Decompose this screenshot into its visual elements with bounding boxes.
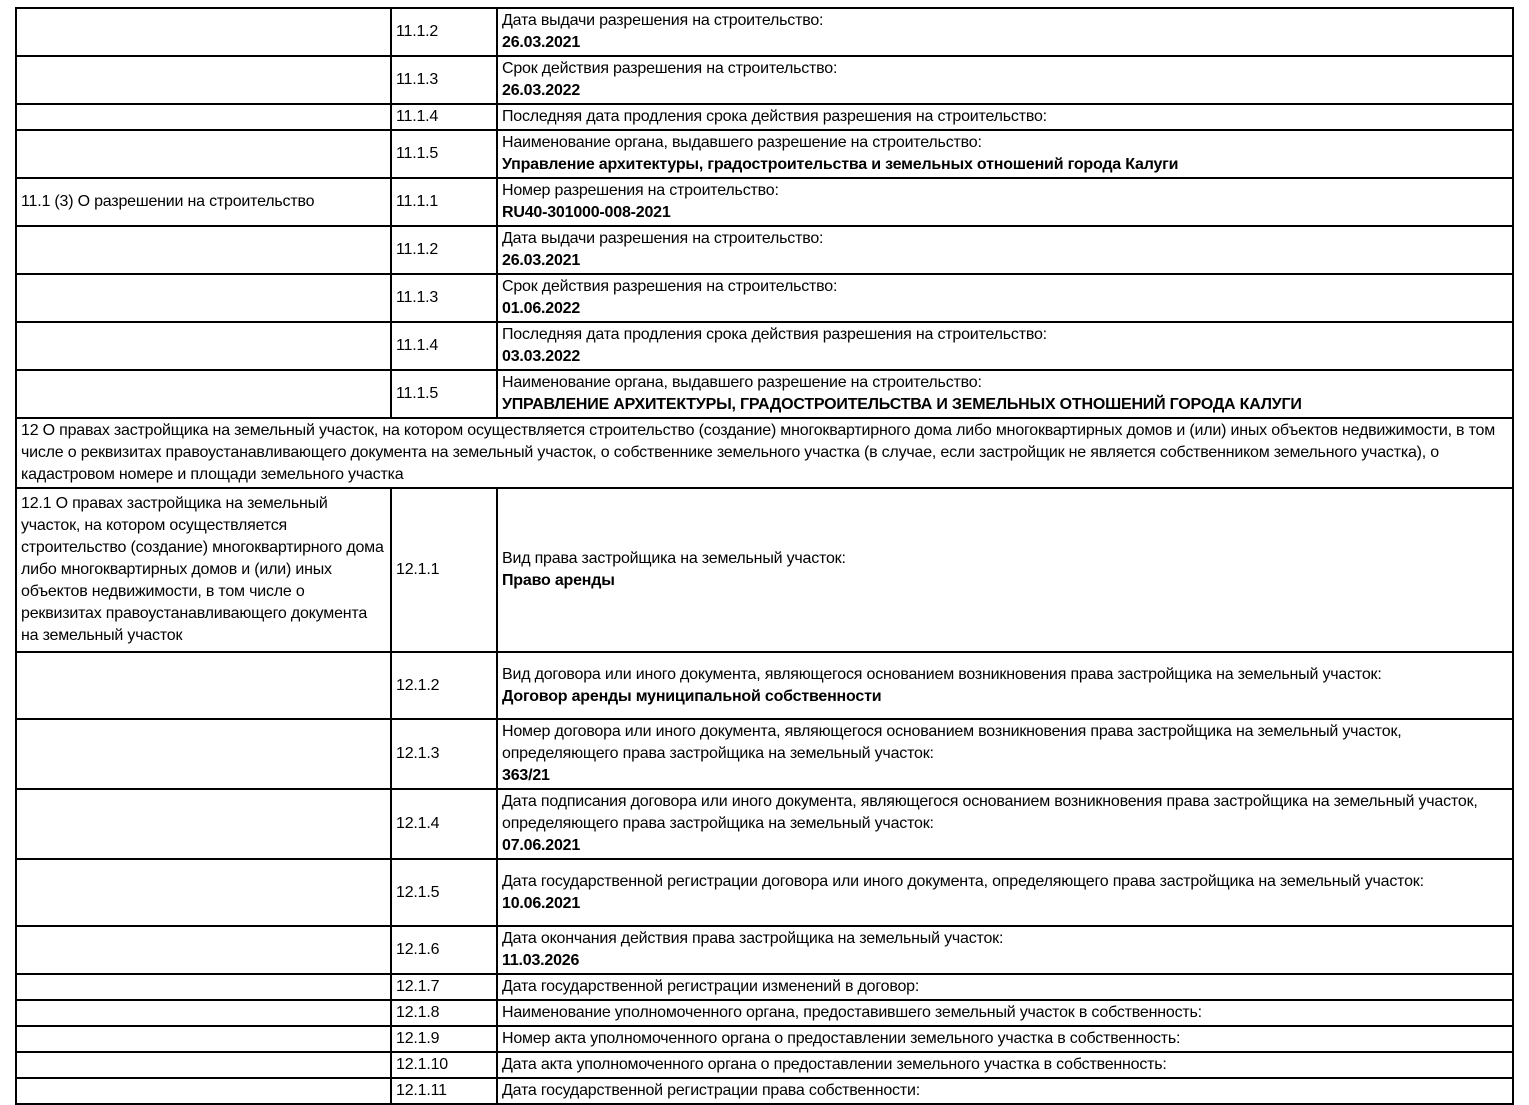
- field-value: 26.03.2022: [502, 82, 581, 99]
- content-cell: [497, 789, 1513, 859]
- field-label: Номер акта уполномоченного органа о предоставлении земельного участка в собственность:: [502, 1030, 1181, 1047]
- section-header-row: [16, 418, 1513, 488]
- content-cell: [497, 926, 1513, 974]
- table-row: [16, 719, 1513, 789]
- table-row: [16, 178, 1513, 226]
- field-label: Последняя дата продления срока действия разрешения на строительство:: [502, 326, 1047, 343]
- code-cell: 12.1.9: [391, 1026, 497, 1052]
- content-cell: [497, 178, 1513, 226]
- code-cell: 12.1.11: [391, 1078, 497, 1104]
- field-value: 26.03.2021: [502, 252, 581, 269]
- field-value: 07.06.2021: [502, 837, 581, 854]
- code-cell: 11.1.1: [391, 178, 497, 226]
- content-cell: [497, 1078, 1513, 1104]
- code-cell: 12.1.8: [391, 1000, 497, 1026]
- section-cell: [16, 926, 391, 974]
- table-row: [16, 859, 1513, 926]
- content-cell: [497, 370, 1513, 418]
- content-cell: [497, 130, 1513, 178]
- field-label: Наименование уполномоченного органа, предоставившего земельный участок в собственность:: [502, 1004, 1202, 1021]
- code-cell: 11.1.5: [391, 370, 497, 418]
- code-cell: 11.1.2: [391, 226, 497, 274]
- code-cell: 11.1.4: [391, 104, 497, 130]
- section-cell: [16, 1000, 391, 1026]
- field-label: Дата акта уполномоченного органа о предоставлении земельного участка в собственность:: [502, 1056, 1167, 1073]
- field-label: Номер разрешения на строительство:: [502, 182, 779, 199]
- content-cell: [497, 226, 1513, 274]
- section-cell: [16, 789, 391, 859]
- field-label: Последняя дата продления срока действия разрешения на строительство:: [502, 108, 1047, 125]
- code-cell: 12.1.3: [391, 719, 497, 789]
- table-row: [16, 8, 1513, 56]
- field-label: Срок действия разрешения на строительство:: [502, 60, 838, 77]
- field-label: Номер договора или иного документа, являющегося основанием возникновения права застройщика на земельный участок, определяющего права застройщика на земельный участок:: [502, 723, 1402, 762]
- section-cell: [16, 859, 391, 926]
- code-cell: 12.1.5: [391, 859, 497, 926]
- section-cell: [16, 322, 391, 370]
- field-value: 03.03.2022: [502, 348, 581, 365]
- table-row: [16, 130, 1513, 178]
- content-cell: [497, 488, 1513, 652]
- section-cell: [16, 974, 391, 1000]
- code-cell: 12.1.1: [391, 488, 497, 652]
- section-cell: [16, 370, 391, 418]
- section-cell: [16, 8, 391, 56]
- table-row: [16, 488, 1513, 652]
- section-cell: [16, 274, 391, 322]
- section-cell: [16, 104, 391, 130]
- field-label: Дата государственной регистрации права собственности:: [502, 1082, 920, 1099]
- content-cell: [497, 652, 1513, 719]
- field-value: УПРАВЛЕНИЕ АРХИТЕКТУРЫ, ГРАДОСТРОИТЕЛЬСТВА И ЗЕМЕЛЬНЫХ ОТНОШЕНИЙ ГОРОДА КАЛУГИ: [502, 396, 1302, 413]
- field-label: Дата подписания договора или иного документа, являющегося основанием возникновения права застройщика на земельный участок, определяющего права застройщика на земельный участок:: [502, 793, 1478, 832]
- field-value: 11.03.2026: [502, 952, 580, 969]
- field-value: Управление архитектуры, градостроительства и земельных отношений города Калуги: [502, 156, 1179, 173]
- declaration-table: [15, 7, 1514, 1105]
- field-value: Право аренды: [502, 572, 615, 589]
- table-row: [16, 1026, 1513, 1052]
- field-label: Дата государственной регистрации договора или иного документа, определяющего права застройщика на земельный участок:: [502, 872, 1424, 890]
- field-label: Срок действия разрешения на строительство:: [502, 278, 838, 295]
- section-cell: [16, 130, 391, 178]
- code-cell: 11.1.3: [391, 274, 497, 322]
- code-cell: 11.1.3: [391, 56, 497, 104]
- field-value: 01.06.2022: [502, 300, 581, 317]
- field-label: Вид договора или иного документа, являющегося основанием возникновения права застройщика на земельный участок:: [502, 665, 1382, 683]
- code-cell: 12.1.2: [391, 652, 497, 719]
- content-cell: [497, 56, 1513, 104]
- field-label: Дата окончания действия права застройщика на земельный участок:: [502, 930, 1004, 947]
- field-value: 10.06.2021: [502, 894, 581, 912]
- code-cell: 11.1.2: [391, 8, 497, 56]
- field-value: RU40-301000-008-2021: [502, 204, 671, 221]
- content-cell: [497, 859, 1513, 926]
- field-value: 363/21: [502, 767, 550, 784]
- content-cell: [497, 1052, 1513, 1078]
- content-cell: [497, 974, 1513, 1000]
- table-row: [16, 104, 1513, 130]
- table-row: [16, 274, 1513, 322]
- table-row: [16, 56, 1513, 104]
- table-row: [16, 789, 1513, 859]
- section-cell: [16, 1026, 391, 1052]
- content-cell: [497, 719, 1513, 789]
- code-cell: 11.1.4: [391, 322, 497, 370]
- field-label: Наименование органа, выдавшего разрешение на строительство:: [502, 374, 982, 391]
- table-row: [16, 226, 1513, 274]
- section-cell: 12.1 О правах застройщика на земельный участок, на котором осуществляется строительство (создание) многоквартирного дома либо многоквартирных домов и (или) иных объектов недвижимости, в том числе о реквизитах правоустанавливающего документа на земельный участок: [16, 488, 391, 652]
- field-label: Дата выдачи разрешения на строительство:: [502, 230, 824, 247]
- content-cell: [497, 322, 1513, 370]
- code-cell: 12.1.10: [391, 1052, 497, 1078]
- section-cell: [16, 1078, 391, 1104]
- content-cell: [497, 8, 1513, 56]
- section-cell: [16, 226, 391, 274]
- code-cell: 12.1.4: [391, 789, 497, 859]
- code-cell: 11.1.5: [391, 130, 497, 178]
- code-cell: 12.1.6: [391, 926, 497, 974]
- table-row: [16, 974, 1513, 1000]
- section-cell: [16, 652, 391, 719]
- section-12-header: 12 О правах застройщика на земельный участок, на котором осуществляется строительство (создание) многоквартирного дома либо многоквартирных домов и (или) иных объектов недвижимости, в том числе о реквизитах правоустанавливающего документа на земельный участок, о собственнике земельного участка (в случае, если застройщик не является собственником земельного участка), о кадастровом номере и площади земельного участка: [16, 418, 1513, 488]
- table-row: [16, 1052, 1513, 1078]
- section-cell: [16, 56, 391, 104]
- content-cell: [497, 104, 1513, 130]
- code-cell: 12.1.7: [391, 974, 497, 1000]
- table-row: [16, 652, 1513, 719]
- section-cell: 11.1 (3) О разрешении на строительство: [16, 178, 391, 226]
- content-cell: [497, 1026, 1513, 1052]
- table-row: [16, 370, 1513, 418]
- field-value: Договор аренды муниципальной собственности: [502, 687, 882, 705]
- content-cell: [497, 274, 1513, 322]
- field-label: Вид права застройщика на земельный участок:: [502, 550, 846, 567]
- field-label: Наименование органа, выдавшего разрешение на строительство:: [502, 134, 982, 151]
- field-value: 26.03.2021: [502, 34, 581, 51]
- table-row: [16, 926, 1513, 974]
- field-label: Дата выдачи разрешения на строительство:: [502, 12, 824, 29]
- section-cell: [16, 719, 391, 789]
- table-row: [16, 322, 1513, 370]
- field-label: Дата государственной регистрации изменений в договор:: [502, 978, 920, 995]
- table-row: [16, 1000, 1513, 1026]
- content-cell: [497, 1000, 1513, 1026]
- section-cell: [16, 1052, 391, 1078]
- table-row: [16, 1078, 1513, 1104]
